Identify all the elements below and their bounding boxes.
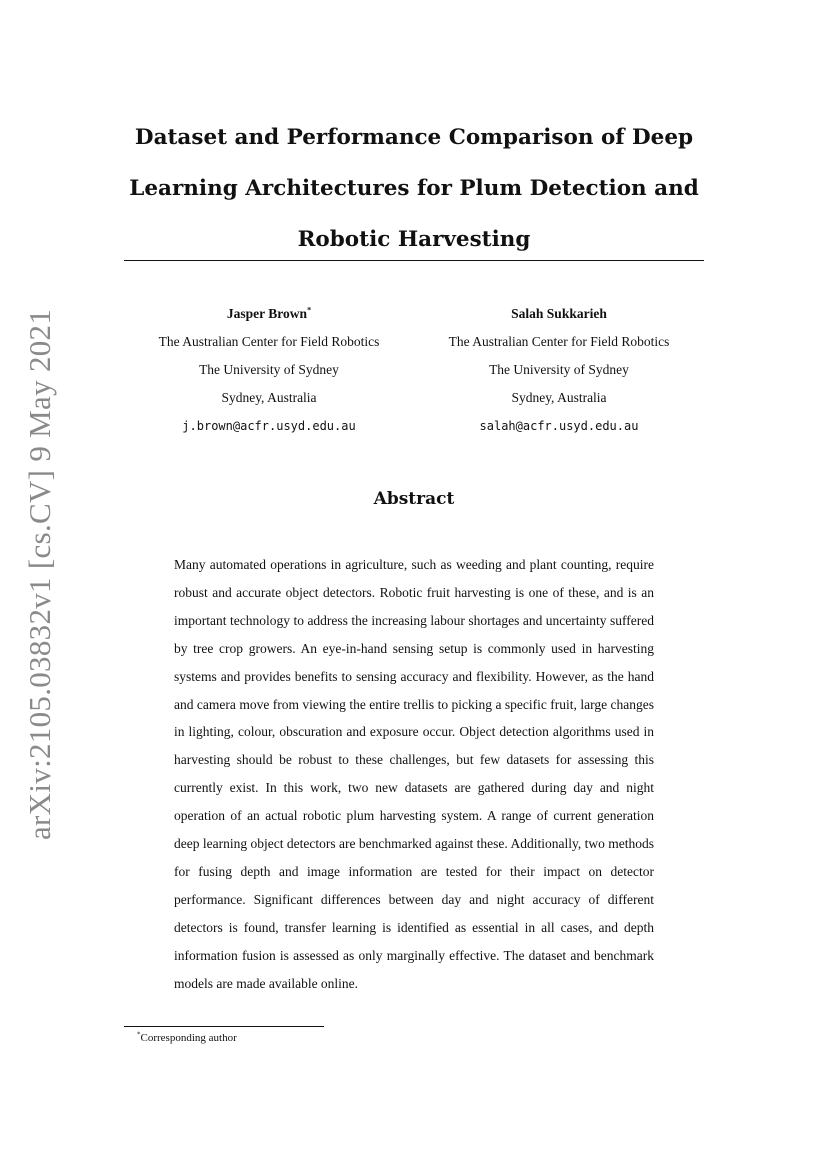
footnote (137, 1030, 237, 1046)
author-1-email-link[interactable]: j.brown@acfr.usyd.edu.au (182, 419, 356, 433)
title-line-1: Dataset and Performance Comparison of Deep (134, 125, 694, 150)
author-2 (414, 300, 704, 440)
author-2-name: Salah Sukkarieh (511, 306, 607, 321)
footnote-text: Corresponding author (140, 1032, 237, 1044)
title-line-3: Robotic Harvesting (297, 227, 531, 252)
arxiv-identifier-stamp: arXiv:2105.03832v1 [cs.CV] 9 May 2021 (22, 308, 57, 840)
author-2-institution: The University of Sydney (489, 362, 629, 377)
abstract-heading: Abstract (373, 489, 455, 509)
author-1-footnote-marker[interactable]: * (307, 305, 312, 315)
author-2-email-link[interactable]: salah@acfr.usyd.edu.au (479, 419, 639, 433)
author-2-affiliation: The Australian Center for Field Robotics (448, 334, 670, 349)
title-divider (124, 260, 704, 261)
author-1-location: Sydney, Australia (221, 390, 317, 405)
author-1-name: Jasper Brown* (226, 305, 312, 321)
author-1-institution: The University of Sydney (199, 362, 339, 377)
author-block (124, 300, 704, 440)
author-1-affiliation: The Australian Center for Field Robotics (158, 334, 380, 349)
author-1 (124, 300, 414, 440)
footnote-marker: * (137, 1030, 141, 1039)
footnote-divider (124, 1026, 324, 1027)
author-2-location: Sydney, Australia (511, 390, 607, 405)
abstract-text: Many automated operations in agriculture, such as weeding and plant counting, require robust and accurate object detectors. Robotic fruit harvesting is one of these, and is an important technology to address the increasing labour shortages and uncertainty suffered by tree crop growers. An eye-in-hand sensing setup is commonly used in harvesting systems and provides benefits to sensing accuracy and flexibility. However, as the hand and camera move from viewing the entire trellis to picking a specific fruit, large changes in lighting, colour, obscuration and exposure occur. Object detection algorithms used in harvesting should be robust to these challenges, but few datasets for assessing this currently exist. In this work, two new datasets are gathered during day and night operation of an actual robotic plum harvesting system. A range of current generation deep learning object detectors are benchmarked against these. Additionally, two methods for fusing depth and image information are tested for their impact on detector performance. Significant differences between day and night accuracy of different detectors is found, transfer learning is identified as essential in all cases, and depth information fusion is assessed as only marginally effective. The dataset and benchmark models are made available online. (174, 557, 654, 991)
title-line-2: Learning Architectures for Plum Detection and (129, 176, 699, 201)
paper-title (124, 112, 704, 265)
